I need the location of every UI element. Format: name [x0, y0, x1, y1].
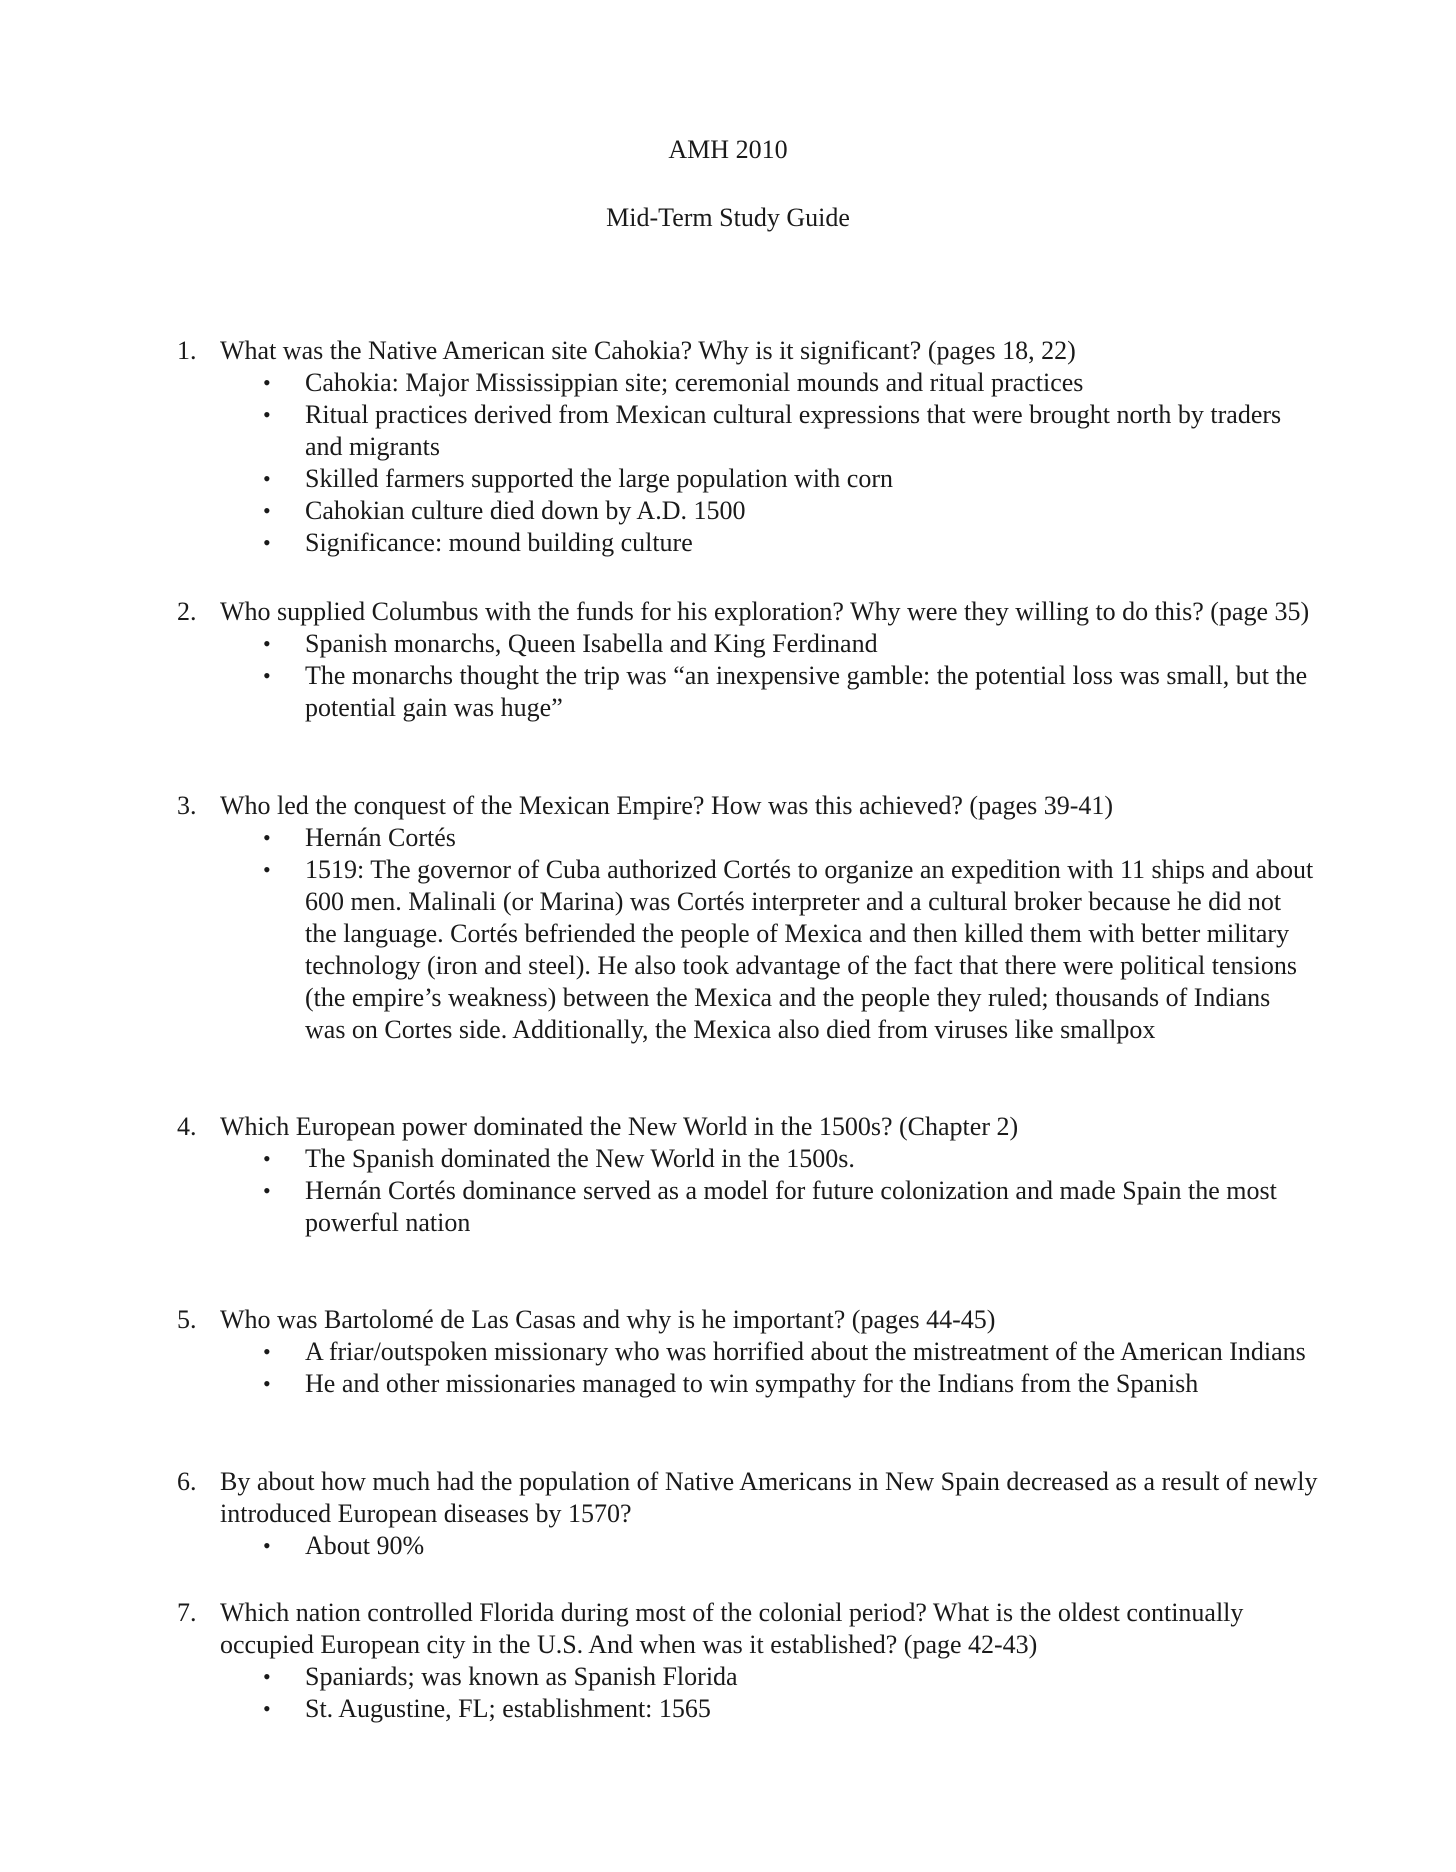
question-number: 5.	[177, 1305, 197, 1334]
bullet-icon: •	[263, 1178, 271, 1203]
question-prompt	[0, 596, 1456, 628]
bullet-icon: •	[263, 1371, 271, 1396]
answer-text: Spaniards; was known as Spanish Florida	[305, 1662, 738, 1691]
answer-bullet	[0, 1143, 1456, 1175]
question-prompt	[0, 1466, 1456, 1530]
answer-bullet	[0, 1368, 1456, 1400]
answer-bullet	[0, 367, 1456, 399]
answer-bullet	[0, 527, 1456, 559]
question-item	[0, 1304, 1456, 1400]
answer-text: Hernán Cortés dominance served as a model for future colonization and made Spain the most powerful nation	[305, 1176, 1277, 1237]
question-item	[0, 790, 1456, 1046]
bullet-icon: •	[263, 631, 271, 656]
question-text: Which European power dominated the New World in the 1500s? (Chapter 2)	[220, 1112, 1019, 1141]
answer-bullet	[0, 1336, 1456, 1368]
answer-text: A friar/outspoken missionary who was horrified about the mistreatment of the American Indians	[305, 1337, 1306, 1366]
bullet-icon: •	[263, 857, 271, 882]
question-number: 7.	[177, 1598, 197, 1627]
page-title: AMH 2010	[668, 135, 788, 164]
answer-text: Hernán Cortés	[305, 823, 456, 852]
question-item	[0, 1466, 1456, 1562]
answer-bullet	[0, 822, 1456, 854]
answer-text: Significance: mound building culture	[305, 528, 693, 557]
answer-list	[0, 1336, 1456, 1400]
bullet-icon: •	[263, 402, 271, 427]
bullet-icon: •	[263, 825, 271, 850]
answer-text: Cahokian culture died down by A.D. 1500	[305, 496, 746, 525]
answer-bullet	[0, 660, 1456, 724]
bullet-icon: •	[263, 530, 271, 555]
bullet-icon: •	[263, 663, 271, 688]
question-prompt	[0, 1111, 1456, 1143]
answer-bullet	[0, 628, 1456, 660]
answer-bullet	[0, 1175, 1456, 1239]
answer-bullet	[0, 399, 1456, 463]
bullet-icon: •	[263, 466, 271, 491]
answer-text: Skilled farmers supported the large population with corn	[305, 464, 893, 493]
answer-text: St. Augustine, FL; establishment: 1565	[305, 1694, 711, 1723]
question-item	[0, 335, 1456, 559]
question-prompt	[0, 1304, 1456, 1336]
bullet-icon: •	[263, 1696, 271, 1721]
question-item	[0, 596, 1456, 724]
question-text: Who was Bartolomé de Las Casas and why is he important? (pages 44-45)	[220, 1305, 996, 1334]
answer-text: The monarchs thought the trip was “an inexpensive gamble: the potential loss was small, but the potential gain was huge”	[305, 661, 1308, 722]
answer-bullet	[0, 495, 1456, 527]
answer-text: About 90%	[305, 1531, 425, 1560]
question-prompt	[0, 1597, 1456, 1661]
answer-text: The Spanish dominated the New World in the 1500s.	[305, 1144, 855, 1173]
answer-text: Cahokia: Major Mississippian site; ceremonial mounds and ritual practices	[305, 368, 1084, 397]
question-number: 4.	[177, 1112, 197, 1141]
answer-list	[0, 1143, 1456, 1239]
question-text: By about how much had the population of Native Americans in New Spain decreased as a result of newly introduced European diseases by 1570?	[220, 1467, 1318, 1528]
answer-bullet	[0, 854, 1456, 1046]
bullet-icon: •	[263, 1664, 271, 1689]
answer-list	[0, 367, 1456, 559]
answer-text: 1519: The governor of Cuba authorized Cortés to organize an expedition with 11 ships and about 600 men. Malinali (or Marina) was Cortés interpreter and a cultural broker because he did not the language. Cortés befriended the people of Mexica and then killed them with better military technology (iron and steel). He also took advantage of the fact that there were political tensions (the empire’s weakness) between the Mexica and the people they ruled; thousands of Indians was on Cortes side. Additionally, the Mexica also died from viruses like smallpox	[305, 855, 1314, 1044]
question-number: 3.	[177, 791, 197, 820]
question-number: 6.	[177, 1467, 197, 1496]
answer-list	[0, 628, 1456, 724]
bullet-icon: •	[263, 1533, 271, 1558]
answer-bullet	[0, 1661, 1456, 1693]
answer-bullet	[0, 463, 1456, 495]
question-prompt	[0, 790, 1456, 822]
answer-list	[0, 1530, 1456, 1562]
question-item	[0, 1111, 1456, 1239]
page-subtitle: Mid-Term Study Guide	[606, 203, 850, 232]
answer-bullet	[0, 1693, 1456, 1725]
answer-text: Spanish monarchs, Queen Isabella and King Ferdinand	[305, 629, 878, 658]
bullet-icon: •	[263, 370, 271, 395]
question-number: 1.	[177, 336, 197, 365]
question-text: What was the Native American site Cahokia? Why is it significant? (pages 18, 22)	[220, 336, 1076, 365]
answer-bullet	[0, 1530, 1456, 1562]
answer-text: Ritual practices derived from Mexican cultural expressions that were brought north by traders and migrants	[305, 400, 1282, 461]
question-number: 2.	[177, 597, 197, 626]
question-item	[0, 1597, 1456, 1725]
question-text: Who supplied Columbus with the funds for his exploration? Why were they willing to do this? (page 35)	[220, 597, 1310, 626]
answer-text: He and other missionaries managed to win sympathy for the Indians from the Spanish	[305, 1369, 1199, 1398]
bullet-icon: •	[263, 498, 271, 523]
bullet-icon: •	[263, 1339, 271, 1364]
answer-list	[0, 822, 1456, 1046]
question-text: Who led the conquest of the Mexican Empire? How was this achieved? (pages 39-41)	[220, 791, 1114, 820]
question-prompt	[0, 335, 1456, 367]
answer-list	[0, 1661, 1456, 1725]
bullet-icon: •	[263, 1146, 271, 1171]
question-text: Which nation controlled Florida during most of the colonial period? What is the oldest continually occupied European city in the U.S. And when was it established? (page 42-43)	[220, 1598, 1244, 1659]
